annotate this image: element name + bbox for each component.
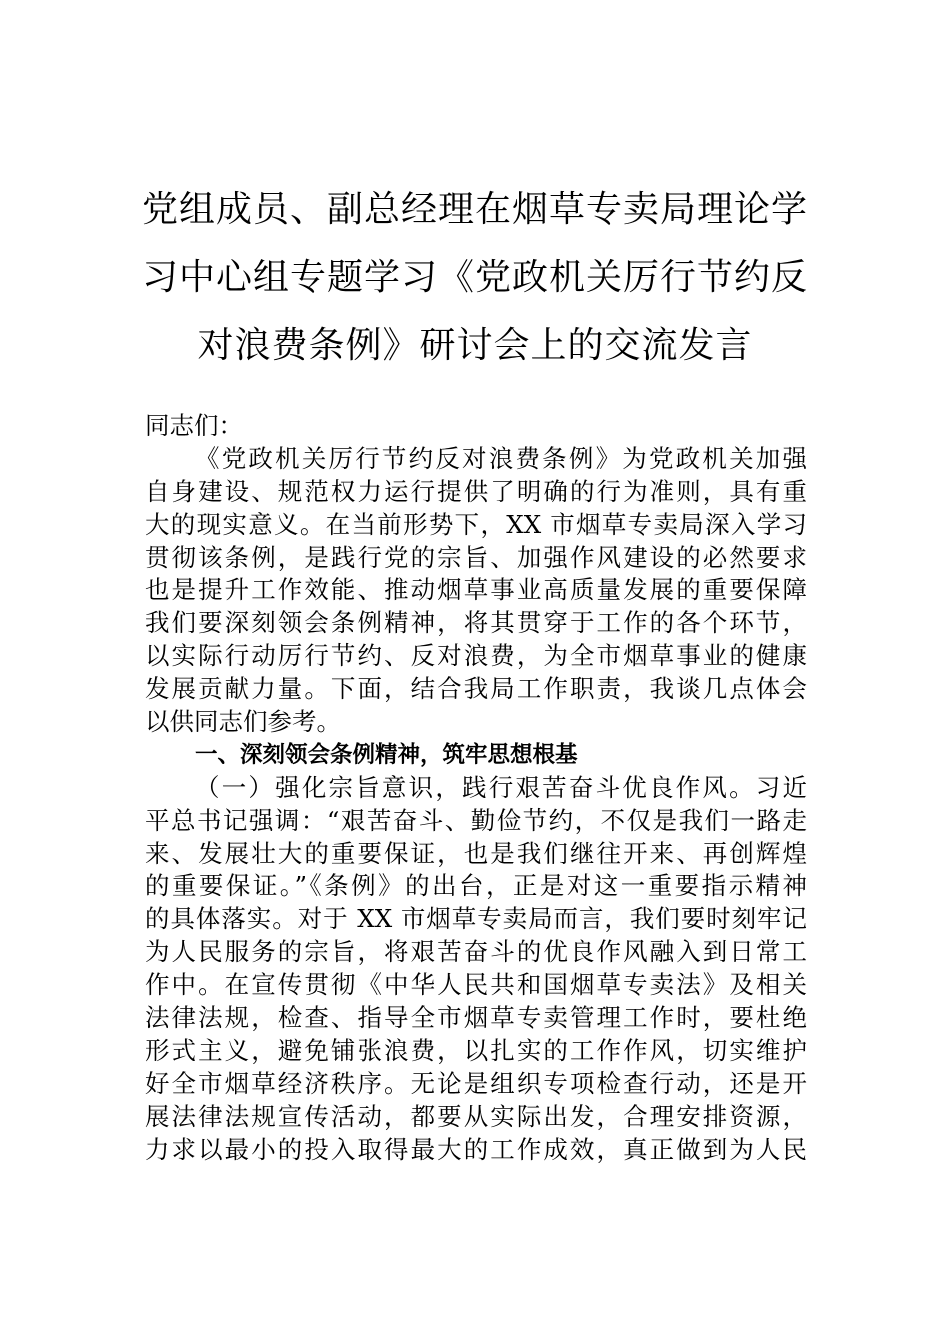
- paragraph-line: 的重要保证。”《条例》的出台，正是对这一重要指示精神: [145, 871, 807, 901]
- paragraph-line: 展法律法规宣传活动，都要从实际出发，合理安排资源，: [145, 1101, 807, 1131]
- paragraph-line: 好全市烟草经济秩序。无论是组织专项检查行动，还是开: [145, 1068, 807, 1098]
- document-body: [145, 410, 807, 1166]
- paragraph-line: 来、发展壮大的重要保证，也是我们继往开来、再创辉煌: [145, 838, 807, 868]
- paragraph-line: 平总书记强调：“艰苦奋斗、勤俭节约，不仅是我们一路走: [145, 805, 807, 835]
- document-title: [120, 176, 830, 380]
- title-line: 党组成员、副总经理在烟草专卖局理论学: [141, 189, 808, 230]
- paragraph-line: 为人民服务的宗旨，将艰苦奋斗的优良作风融入到日常工: [145, 937, 807, 967]
- paragraph-line: 发展贡献力量。下面，结合我局工作职责，我谈几点体会: [145, 674, 807, 704]
- title-line: 习中心组专题学习《党政机关厉行节约反: [141, 257, 808, 298]
- paragraph-line: （一）强化宗旨意识，践行艰苦奋斗优良作风。习近: [195, 772, 807, 802]
- section-heading: 一、深刻领会条例精神，筑牢思想根基: [195, 741, 578, 768]
- title-line: 对浪费条例》研讨会上的交流发言: [197, 325, 753, 366]
- paragraph-line: 大的现实意义。在当前形势下，XX 市烟草专卖局深入学习: [145, 509, 807, 539]
- paragraph-line: 以供同志们参考。: [145, 707, 341, 737]
- paragraph-line: 以实际行动厉行节约、反对浪费，为全市烟草事业的健康: [145, 641, 807, 671]
- paragraph-line: 我们要深刻领会条例精神，将其贯穿于工作的各个环节，: [145, 608, 807, 638]
- paragraph-line: 自身建设、规范权力运行提供了明确的行为准则，具有重: [145, 476, 807, 506]
- paragraph-intro: [145, 443, 807, 739]
- salutation: 同志们：: [145, 411, 243, 440]
- paragraph-line: 也是提升工作效能、推动烟草事业高质量发展的重要保障: [145, 575, 807, 605]
- paragraph-line: 法律法规，检查、指导全市烟草专卖管理工作时，要杜绝: [145, 1003, 807, 1033]
- paragraph-line: 贯彻该条例，是践行党的宗旨、加强作风建设的必然要求: [145, 542, 807, 572]
- paragraph-line: 《党政机关厉行节约反对浪费条例》为党政机关加强: [195, 443, 807, 473]
- paragraph-section-1-1: [145, 772, 807, 1167]
- paragraph-line: 的具体落实。对于 XX 市烟草专卖局而言，我们要时刻牢记: [145, 904, 807, 934]
- paragraph-line: 力求以最小的投入取得最大的工作成效，真正做到为人民: [145, 1134, 807, 1164]
- paragraph-line: 形式主义，避免铺张浪费，以扎实的工作作风，切实维护: [145, 1035, 807, 1065]
- paragraph-line: 作中。在宣传贯彻《中华人民共和国烟草专卖法》及相关: [145, 970, 807, 1000]
